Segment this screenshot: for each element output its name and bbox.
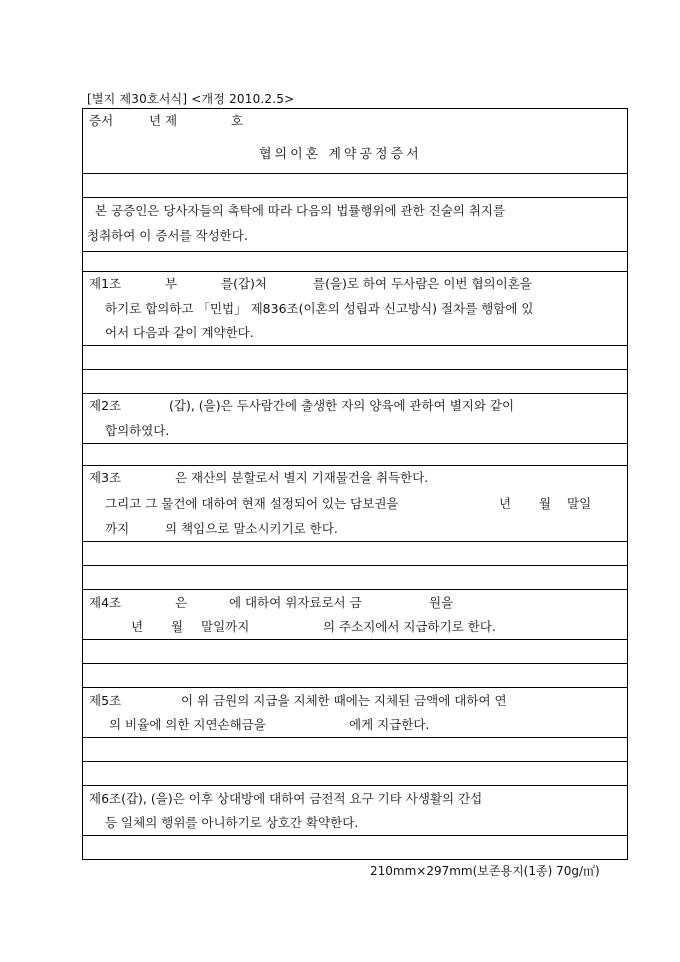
cert-suffix: 호 xyxy=(231,113,244,128)
art4-text: 에 대하여 위자료로서 금 xyxy=(229,595,362,610)
art6-text: 제6조(갑), (을)은 이후 상대방에 대하여 금전적 요구 기타 사생활의 간섭 xyxy=(89,791,483,806)
rule xyxy=(83,639,627,659)
art4-line-2d: 의 주소지에서 지급하기로 한다. xyxy=(323,619,496,634)
art3-line-2d: 말일 xyxy=(567,496,592,511)
art1-husband: 부 xyxy=(165,276,178,291)
art1-text: 를(을)로 하여 두사람은 이번 협의이혼을 xyxy=(313,276,532,291)
rule xyxy=(83,369,627,389)
art4-amount: 원을 xyxy=(429,595,454,610)
art3-text: 은 재산의 분할로서 별지 기재물건을 취득한다. xyxy=(175,470,429,485)
rule xyxy=(83,761,627,781)
art3-line-3b: 의 책임으로 말소시키기로 한다. xyxy=(165,521,338,536)
rule xyxy=(83,173,627,193)
art4-line-2b: 월 xyxy=(171,619,184,634)
rule xyxy=(83,565,627,585)
art1-line-2: 하기로 합의하고 「민법」 제836조(이혼의 성립과 신고방식) 절차를 행함에 있 xyxy=(105,301,534,316)
document-title: 협의이혼 계약공정증서 xyxy=(259,147,422,162)
intro-line-1: 본 공증인은 당사자들의 촉탁에 따라 다음의 법률행위에 관한 진술의 취지를 xyxy=(95,203,506,218)
art5-line-2b: 에게 지급한다. xyxy=(349,717,430,732)
intro-line-2: 청취하여 이 증서를 작성한다. xyxy=(87,228,248,243)
art5-line-2a: 의 비율에 의한 지연손해금을 xyxy=(109,717,266,732)
art3-line-3a: 까지 xyxy=(105,521,130,536)
art3-line-2a: 그리고 그 물건에 대하여 현재 설정되어 있는 담보권을 xyxy=(105,496,399,511)
art6-line-2: 등 일체의 행위를 아니하기로 상호간 확약한다. xyxy=(105,815,359,830)
cert-label: 증서 xyxy=(89,113,114,128)
rule xyxy=(83,443,627,463)
rule xyxy=(83,737,627,757)
form-number-note: [별지 제30호서식] <개정 2010.2.5> xyxy=(87,92,295,106)
rule xyxy=(83,251,627,271)
rule xyxy=(83,835,627,855)
art3-line-2b: 년 xyxy=(499,496,512,511)
art4-line-2c: 말일까지 xyxy=(201,619,250,634)
art1-label: 제1조 xyxy=(89,276,122,291)
art5-text: 이 위 금원의 지급을 지체한 때에는 지체된 금액에 대하여 연 xyxy=(181,693,507,708)
art4-subject: 은 xyxy=(175,595,188,610)
art5-label: 제5조 xyxy=(89,693,122,708)
art4-line-2a: 년 xyxy=(131,619,144,634)
cert-year-no: 년 제 xyxy=(149,113,178,128)
art4-label: 제4조 xyxy=(89,595,122,610)
art1-wife: 를(갑)처 xyxy=(221,276,267,291)
rule xyxy=(83,541,627,561)
art2-line-2: 합의하였다. xyxy=(105,423,170,438)
art3-label: 제3조 xyxy=(89,470,122,485)
rule xyxy=(83,663,627,683)
rule xyxy=(83,345,627,365)
art3-line-2c: 월 xyxy=(539,496,552,511)
art1-line-3: 어서 다음과 같이 계약한다. xyxy=(105,325,254,340)
art2-text: (갑), (을)은 두사람간에 출생한 자의 양육에 관하여 별지와 같이 xyxy=(169,398,515,413)
art2-label: 제2조 xyxy=(89,398,122,413)
notarial-deed-form xyxy=(82,108,628,860)
paper-spec-note: 210mm×297mm(보존용지(1종) 70g/㎡) xyxy=(370,864,600,878)
